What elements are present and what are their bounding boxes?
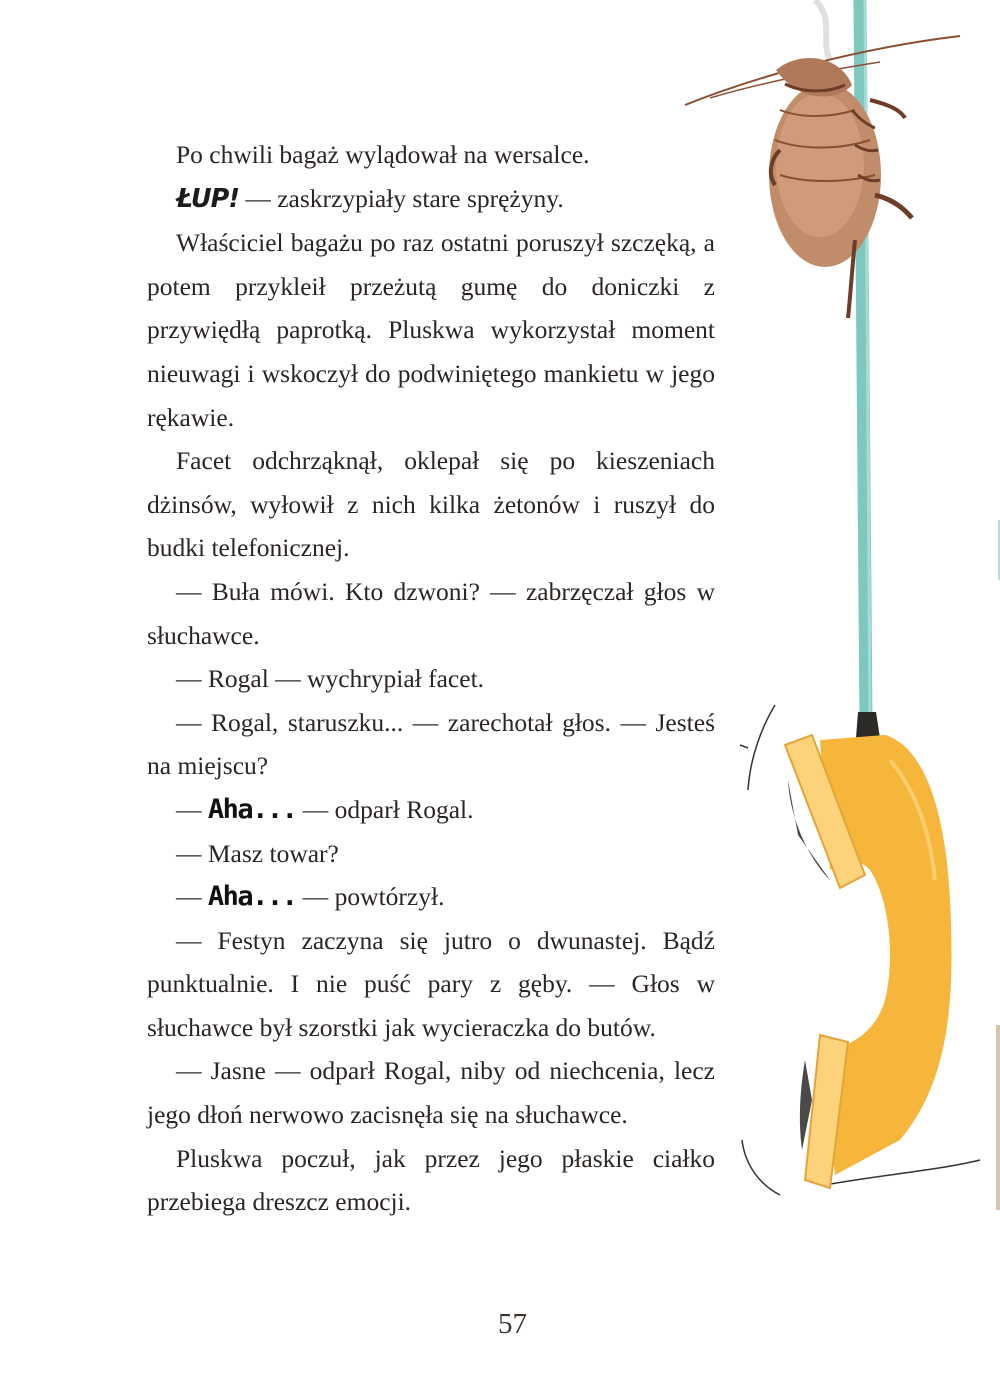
edge-mark <box>996 1025 1000 1210</box>
dash: — <box>176 794 208 824</box>
paragraph: — Masz towar? <box>176 838 339 868</box>
paragraph: Właściciel bagażu po raz ostatni poruszył szczęką, a potem przykleił przeżutą gumę do doniczki z przywiędłą paprotką. Pluskwa wykorzystał moment nieuwagi i wskoczył do podwiniętego mankietu w jego rękawie. <box>147 228 715 432</box>
paragraph: Pluskwa poczuł, jak przez jego płaskie ciałko przebiega dreszcz emocji. <box>147 1143 715 1217</box>
sketch-line <box>740 745 748 748</box>
paragraph: Facet odchrząknął, oklepał się po kieszeniach dżinsów, wyłowił z nich kilka żetonów i ruszył do budki telefonicznej. <box>147 446 715 563</box>
dash: — <box>176 882 208 912</box>
bedbug-icon <box>685 36 960 318</box>
page-number: 57 <box>498 1308 527 1340</box>
emphasized-word: Aha... <box>207 793 297 825</box>
sound-effect: ŁUP! <box>176 183 239 214</box>
paragraph: — Festyn zaczyna się jutro o dwunastej. Bądź punktualnie. I nie puść pary z gęby. — Głos w słuchawce był szorstki jak wycieraczka do butów. <box>147 925 715 1042</box>
paragraph-text: — powtórzył. <box>296 882 445 912</box>
paragraph <box>147 875 715 919</box>
emphasized-word: Aha... <box>207 881 297 913</box>
paragraph: Po chwili bagaż wylądował na wersalce. <box>176 140 590 169</box>
paragraph-text: — odparł Rogal. <box>296 794 474 824</box>
paragraph-text: — zaskrzypiały stare sprężyny. <box>238 183 564 213</box>
paragraph: — Rogal, staruszku... — zarechotał głos. — Jesteś na miejscu? <box>147 707 715 781</box>
sketch-line <box>815 0 830 60</box>
paragraph <box>147 788 715 832</box>
story-text <box>147 133 715 1224</box>
phone-illustration <box>680 0 1000 1250</box>
paragraph: — Rogal — wychrypiał facet. <box>176 664 485 694</box>
paragraph: — Jasne — odparł Rogal, niby od niechcenia, lecz jego dłoń nerwowo zacisnęła się na słuchawce. <box>147 1056 715 1130</box>
paragraph: — Buła mówi. Kto dzwoni? — zabrzęczał głos w słuchawce. <box>147 576 715 650</box>
paragraph <box>147 177 715 222</box>
